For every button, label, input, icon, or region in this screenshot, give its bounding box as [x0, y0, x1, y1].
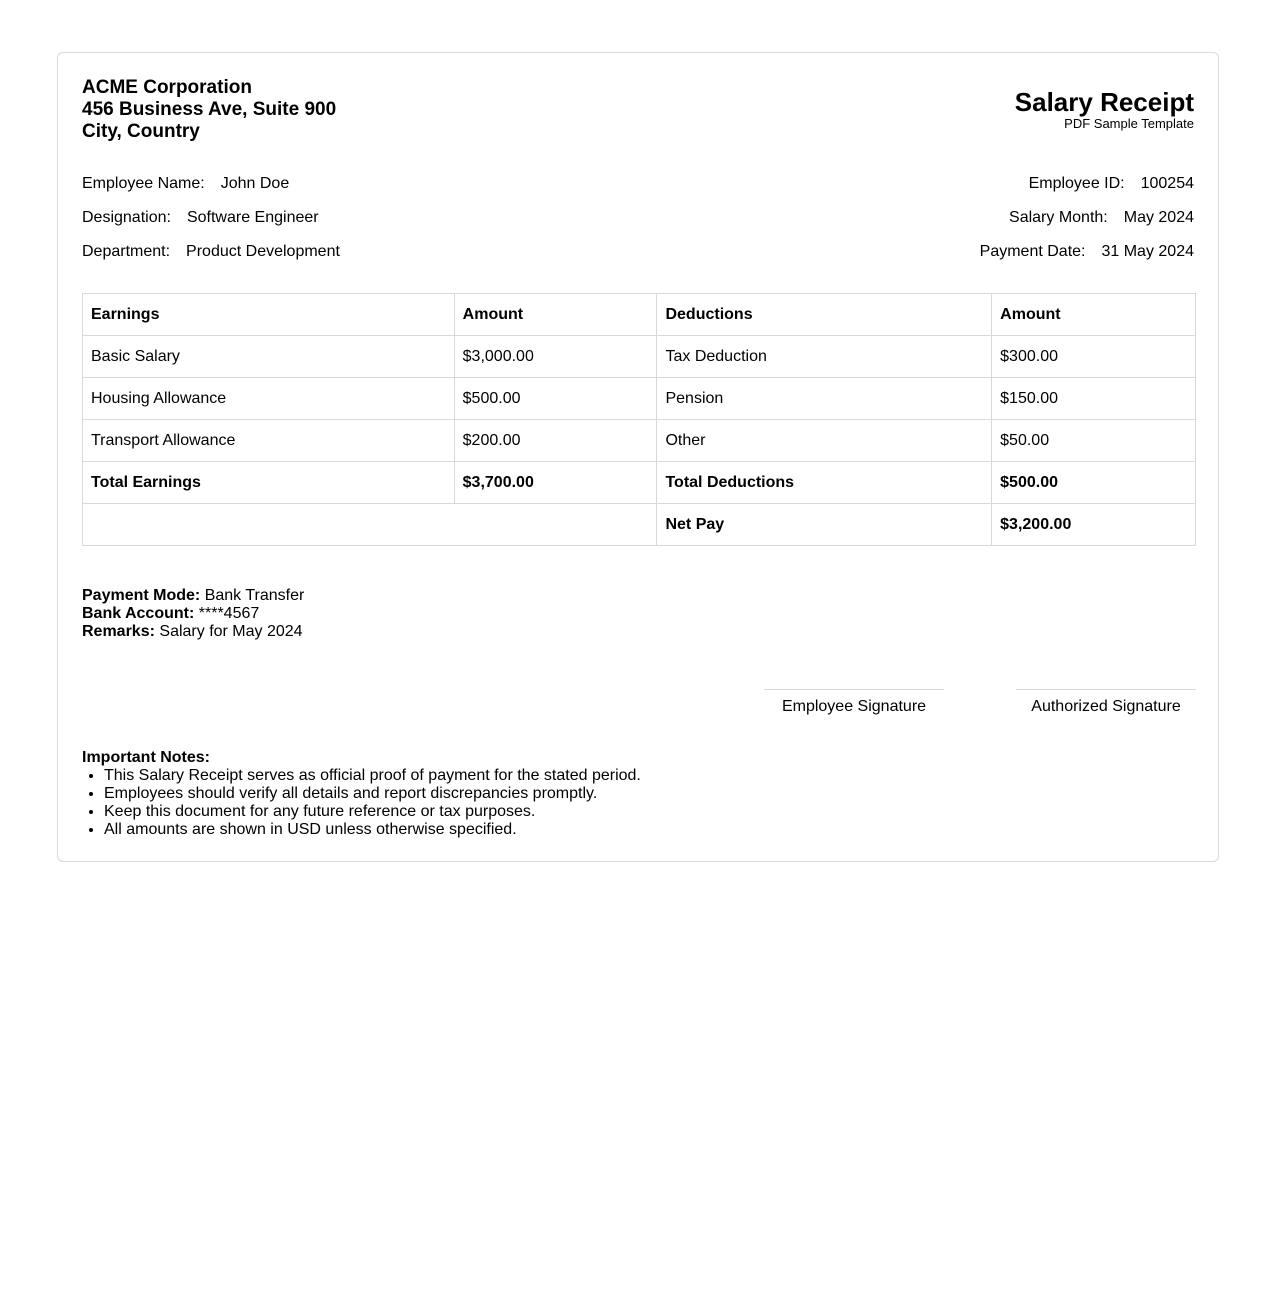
bank-account-value: ****4567 [198, 605, 260, 622]
remarks-label: Remarks: [82, 623, 155, 640]
total-earnings-value: $3,700.00 [454, 462, 657, 504]
net-pay-spacer [83, 504, 657, 546]
employee-name-label: Employee Name: [82, 175, 205, 192]
header-deductions-amount: Amount [992, 294, 1196, 336]
total-deductions-label: Total Deductions [657, 462, 992, 504]
payment-details [82, 587, 304, 641]
deduction-item: Tax Deduction [657, 336, 992, 378]
remarks-value: Salary for May 2024 [159, 623, 303, 640]
employee-info-right [980, 173, 1194, 275]
payment-date-value: 31 May 2024 [1101, 243, 1194, 260]
list-item: • Employees should verify all details and report discrepancies promptly. [104, 785, 641, 803]
payment-date-label: Payment Date: [979, 243, 1086, 260]
deduction-item: Pension [657, 378, 992, 420]
deduction-amount: $150.00 [992, 378, 1196, 420]
employee-id-row [980, 173, 1194, 207]
net-pay-row [83, 504, 1196, 546]
company-address-line1: 456 Business Ave, Suite 900 [82, 99, 337, 120]
employee-signature: Employee Signature [764, 689, 944, 716]
document-title-block [1015, 88, 1194, 132]
bank-account-label: Bank Account: [82, 605, 195, 622]
remarks-row [82, 623, 304, 641]
salary-month-row [980, 207, 1194, 241]
header-earnings-amount: Amount [454, 294, 657, 336]
designation-value: Software Engineer [186, 209, 319, 226]
payment-mode-label: Payment Mode: [82, 587, 201, 604]
total-deductions-value: $500.00 [992, 462, 1196, 504]
designation-row [82, 207, 340, 241]
employee-info-left [82, 173, 340, 275]
total-earnings-label: Total Earnings [83, 462, 455, 504]
document-title: Salary Receipt [1014, 87, 1194, 117]
earning-amount: $200.00 [454, 420, 657, 462]
net-pay-value: $3,200.00 [992, 504, 1196, 546]
company-name: ACME Corporation [82, 77, 252, 98]
employee-name-value: John Doe [220, 175, 290, 192]
earning-amount: $500.00 [454, 378, 657, 420]
payment-date-row [980, 241, 1194, 275]
salary-month-value: May 2024 [1123, 209, 1194, 226]
employee-name-row [82, 173, 340, 207]
designation-label: Designation: [82, 209, 171, 226]
important-notes [82, 749, 641, 839]
header-earnings: Earnings [83, 294, 455, 336]
notes-list [82, 767, 641, 839]
net-pay-label: Net Pay [657, 504, 992, 546]
table-row [83, 336, 1196, 378]
company-address-line2: City, Country [82, 121, 200, 142]
employee-id-label: Employee ID: [1028, 175, 1125, 192]
department-value: Product Development [186, 243, 340, 260]
header-deductions: Deductions [657, 294, 992, 336]
department-row [82, 241, 340, 275]
totals-row [83, 462, 1196, 504]
deduction-amount: $300.00 [992, 336, 1196, 378]
department-label: Department: [82, 243, 171, 260]
list-item: • Keep this document for any future reference or tax purposes. [104, 803, 641, 821]
bank-account-row [82, 605, 304, 623]
employee-id-value: 100254 [1140, 175, 1194, 192]
company-info [82, 77, 336, 143]
table-row [83, 420, 1196, 462]
salary-receipt-card [57, 52, 1219, 862]
notes-heading: Important Notes: [82, 749, 210, 766]
earnings-deductions-table [82, 293, 1196, 546]
authorized-signature: Authorized Signature [1016, 689, 1196, 716]
earning-item: Housing Allowance [83, 378, 455, 420]
salary-month-label: Salary Month: [1009, 209, 1108, 226]
payment-mode-row [82, 587, 304, 605]
list-item: • All amounts are shown in USD unless otherwise specified. [104, 821, 641, 839]
table-header-row [83, 294, 1196, 336]
deduction-item: Other [657, 420, 992, 462]
earning-item: Basic Salary [83, 336, 455, 378]
deduction-amount: $50.00 [992, 420, 1196, 462]
list-item: • This Salary Receipt serves as official proof of payment for the stated period. [104, 767, 641, 785]
payment-mode-value: Bank Transfer [204, 587, 305, 604]
earning-amount: $3,000.00 [454, 336, 657, 378]
earning-item: Transport Allowance [83, 420, 455, 462]
table-row [83, 378, 1196, 420]
document-subtitle: PDF Sample Template [1064, 116, 1194, 131]
